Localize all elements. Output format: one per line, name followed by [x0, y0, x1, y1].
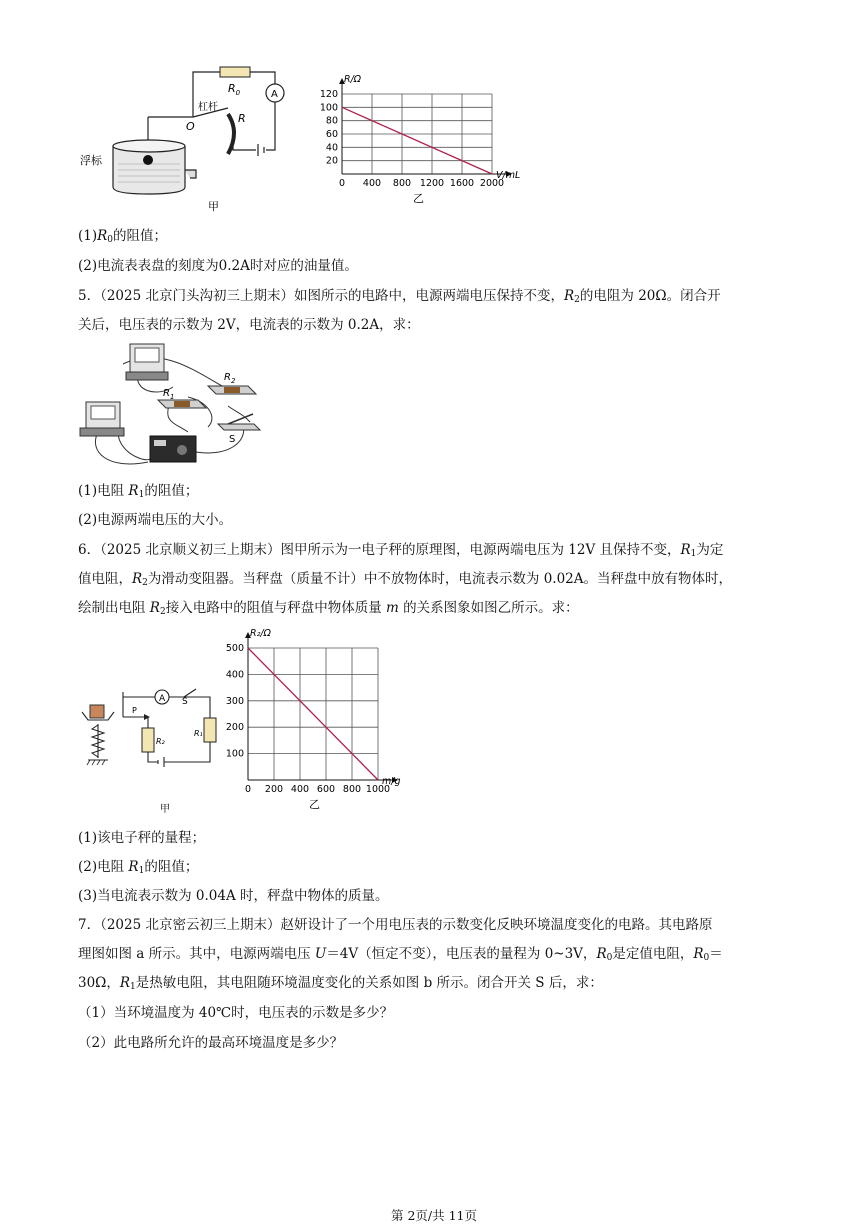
data-series-line [248, 648, 378, 780]
q4-sub2: (2)电流表表盘的刻度为0.2A时对应的油量值。 [78, 258, 358, 274]
y-tick-label: 300 [225, 695, 244, 707]
r0-label: $R_0$ [228, 82, 241, 97]
q6-r2-label: R₂ [156, 737, 165, 746]
q5-line2: 关后，电压表的示数为 2V，电流表的示数为 0.2A，求： [78, 317, 420, 333]
q5-sub1: (1)电阻 $R_1$的阻值； [78, 483, 199, 500]
y-tick-label: 200 [225, 722, 244, 734]
y-tick-label: 100 [319, 102, 338, 114]
x-tick-label: 0 [244, 784, 252, 795]
q7-line3: 30Ω，$R_1$是热敏电阻，其电阻随环境温度变化的关系如图 b 所示。闭合开关 S 后，求： [78, 975, 603, 992]
q5-apparatus-illustration [78, 342, 268, 470]
y-axis-label: R₂/Ω [250, 628, 271, 639]
q4-sub1: $(1)R_0$的阻值； [78, 228, 168, 245]
q5-line1: 5．（2025 北京门头沟初三上期末）如图所示的电路中，电源两端电压保持不变，$R_2$的电阻为 20Ω。闭合开 [78, 288, 721, 305]
x-tick-label: 2000 [479, 178, 505, 189]
q6-sub2: (2)电阻 $R_1$的阻值； [78, 859, 199, 876]
q6-sub1: (1)该电子秤的量程； [78, 830, 206, 846]
y-tick-label: 80 [325, 115, 338, 127]
chart-caption: 乙 [413, 192, 424, 205]
x-tick-label: 200 [264, 784, 284, 795]
q7-line1: 7．（2025 北京密云初三上期末）赵妍设计了一个用电压表的示数变化反映环境温度变化的电路。其电路原 [78, 917, 713, 933]
x-tick-label: 600 [316, 784, 336, 795]
y-tick-label: 100 [225, 748, 244, 760]
x-tick-label: 400 [362, 178, 382, 189]
q6-ammeter-label: A [159, 694, 166, 704]
q7-sub2: （2）此电路所允许的最高环境温度是多少？ [78, 1035, 344, 1051]
q5-switch-label: S [229, 434, 236, 445]
float-label: 浮标 [80, 154, 102, 167]
y-tick-label: 120 [319, 89, 338, 100]
q5-r1-label: $R_1$ [163, 388, 175, 401]
x-tick-label: 1000 [365, 784, 391, 795]
lever-label: 杠杆 [198, 102, 218, 113]
q6-slider-label: P [132, 706, 137, 715]
q5-r2-label: $R_2$ [224, 372, 236, 385]
q7-sub1: （1）当环境温度为 40℃时，电压表的示数是多少？ [78, 1005, 394, 1021]
figure-caption-jia: 甲 [208, 200, 219, 213]
x-axis-label: m/g [382, 776, 401, 787]
resistance-volume-chart [318, 62, 558, 212]
y-tick-label: 400 [225, 669, 244, 681]
q6-r1-label: R₁ [194, 729, 203, 738]
electronic-scale-circuit-diagram [78, 680, 228, 815]
y-tick-label: 500 [225, 643, 244, 654]
y-tick-label: 20 [325, 155, 338, 167]
chart-caption: 乙 [309, 798, 320, 811]
y-tick-label: 40 [325, 142, 338, 154]
q6-line1: 6．（2025 北京顺义初三上期末）图甲所示为一电子秤的原理图，电源两端电压为 12V 且保持不变，$R_1$为定 [78, 542, 724, 559]
q6-switch-label: S [182, 697, 188, 707]
x-tick-label: 0 [338, 178, 346, 189]
q7-line2: 理图如图 a 所示。其中，电源两端电压 U＝4V（恒定不变），电压表的量程为 0~3V，$R_0$是定值电阻，$R_0=$ [78, 946, 723, 963]
x-tick-label: 400 [290, 784, 310, 795]
x-tick-label: 800 [392, 178, 412, 189]
y-tick-label: 60 [325, 129, 338, 140]
q6-caption-jia: 甲 [160, 804, 170, 815]
x-tick-label: 800 [342, 784, 362, 795]
x-axis-label: V/mL [496, 170, 521, 181]
q6-line3: 绘制出电阻 $R_2$接入电路中的阻值与秤盘中物体质量 m 的关系图象如图乙所示。求： [78, 600, 579, 617]
ammeter-label: A [271, 89, 278, 100]
x-tick-label: 1200 [419, 178, 445, 189]
q5-sub2: (2)电源两端电压的大小。 [78, 512, 233, 528]
data-series-line [342, 107, 492, 174]
y-axis-label: R/Ω [344, 74, 362, 85]
pivot-label: O [186, 120, 195, 133]
fuel-gauge-circuit-diagram [78, 62, 308, 212]
q6-line2: 值电阻，$R_2$为滑动变阻器。当秤盘（质量不计）中不放物体时，电流表示数为 0.02A。当秤盘中放有物体时， [78, 571, 733, 588]
page-footer: 第 2页/共 11页 [390, 1208, 478, 1223]
x-tick-label: 1600 [449, 178, 475, 189]
r-label: R [238, 112, 246, 125]
resistance-mass-chart [225, 628, 423, 818]
q6-sub3: (3)当电流表示数为 0.04A 时，秤盘中物体的质量。 [78, 888, 389, 904]
